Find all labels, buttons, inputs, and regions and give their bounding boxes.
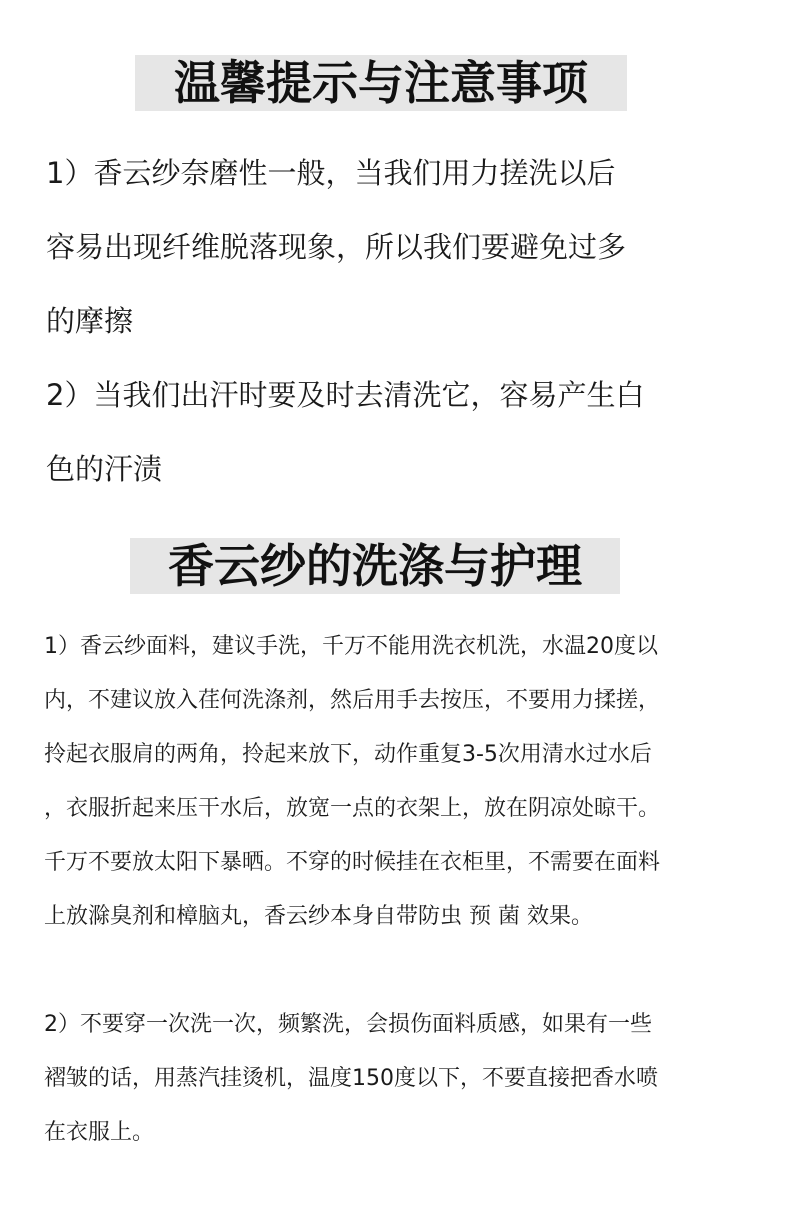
- care-line-3: 拎起衣服肩的两角，拎起来放下，动作重复3-5次用清水过水后: [44, 742, 652, 767]
- tips-line-2: 容易出现纤维脱落现象，所以我们要避免过多: [46, 230, 627, 264]
- care-line-7: 2）不要穿一次洗一次，频繁洗，会损伤面料质感，如果有一些: [44, 1012, 652, 1037]
- care-line-2: 内，不建议放入荏何洗涤剂，然后用手去按压，不要用力揉搓，: [44, 688, 661, 713]
- section-heading-tips: 温馨提示与注意事项: [135, 55, 627, 111]
- section-heading-care: 香云纱的洗涤与护理: [130, 538, 620, 594]
- care-line-6: 上放滁臭剂和樟脑丸，香云纱本身自带防虫 预 菌 效果。: [44, 904, 593, 929]
- care-line-4: ，衣服折起来压干水后，放宽一点的衣架上，放在阴凉处晾干。: [44, 796, 661, 821]
- tips-line-3: 的摩擦: [46, 304, 134, 338]
- care-line-1: 1）香云纱面料，建议手洗，千万不能用洗衣机洗，水温20度以: [44, 634, 658, 659]
- care-line-5: 千万不要放太阳下暴晒。不穿的时候挂在衣柜里，不需要在面料: [44, 850, 661, 875]
- care-line-8: 褶皱的话，用蒸汽挂烫机，温度150度以下，不要直接把香水喷: [44, 1066, 658, 1091]
- tips-line-4: 2）当我们出汗时要及时去清洗它，容易产生白: [46, 378, 645, 412]
- tips-line-5: 色的汗渍: [46, 452, 163, 486]
- care-line-9: 在衣服上。: [44, 1120, 155, 1145]
- tips-line-1: 1）香云纱奈磨性一般，当我们用力搓洗以后: [46, 156, 616, 190]
